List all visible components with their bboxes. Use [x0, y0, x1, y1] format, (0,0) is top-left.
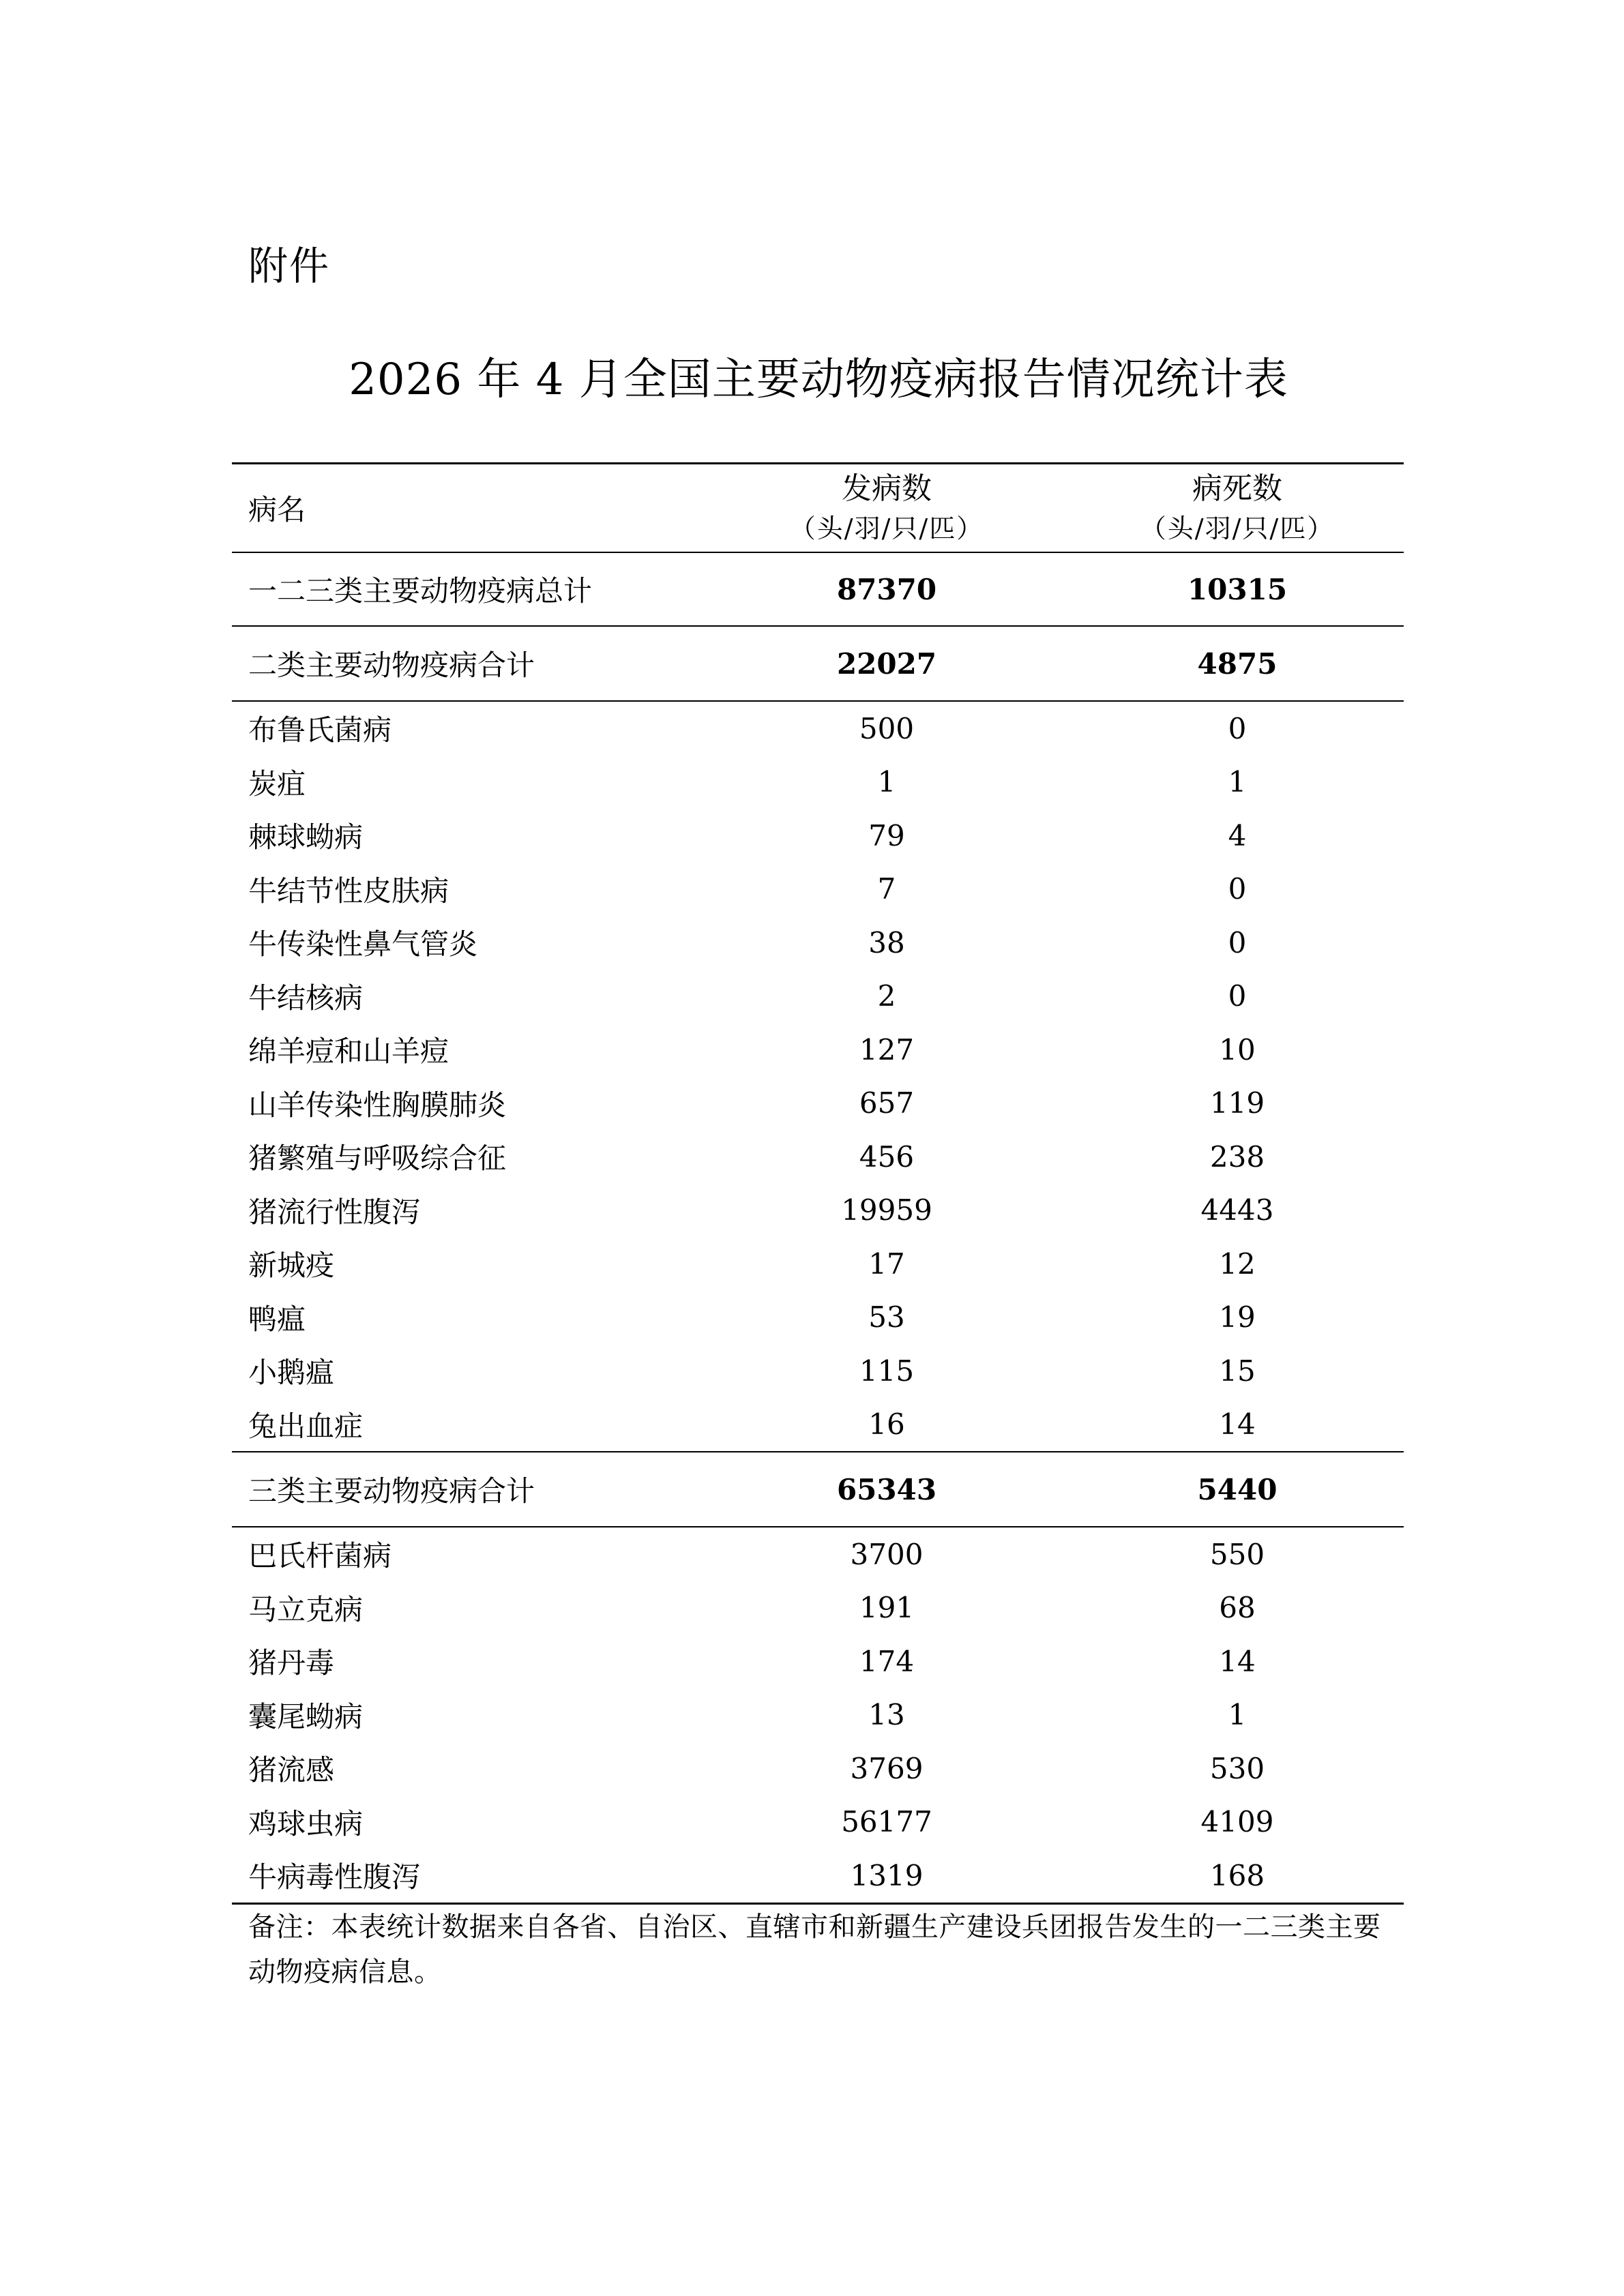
incidence-cell: 1 [877, 765, 896, 799]
incidence-cell: 53 [868, 1300, 905, 1335]
incidence-cell: 16 [703, 1398, 1071, 1452]
deaths-cell: 14 [1219, 1644, 1256, 1678]
header-incidence-label: 发病数 [842, 471, 932, 506]
disease-name-cell: 鸭瘟 [248, 1302, 306, 1336]
incidence-cell: 38 [868, 925, 905, 959]
incidence-cell: 191 [859, 1591, 915, 1625]
incidence-cell: 3769 [850, 1751, 924, 1785]
statistics-table [232, 462, 1404, 1905]
class2-subtotal-incidence: 22027 [703, 626, 1071, 701]
incidence-cell: 2 [877, 979, 896, 1013]
deaths-cell: 238 [1209, 1139, 1265, 1174]
header-disease-name: 病名 [232, 464, 703, 553]
class3-subtotal-incidence: 65343 [703, 1452, 1071, 1527]
table-row [232, 1237, 1404, 1291]
table-row [232, 1130, 1404, 1184]
header-incidence [703, 464, 1071, 553]
table-row [232, 1077, 1404, 1131]
table-row [232, 1849, 1404, 1903]
grand-total-deaths: 10315 [1071, 552, 1404, 626]
incidence-cell: 500 [859, 711, 915, 745]
disease-name-cell: 新城疫 [248, 1249, 335, 1283]
deaths-cell: 168 [1071, 1849, 1404, 1903]
table-row [232, 1635, 1404, 1688]
table-row [232, 1184, 1404, 1238]
deaths-cell: 4 [1228, 818, 1247, 852]
incidence-cell: 7 [877, 872, 896, 906]
disease-name-cell: 棘球蚴病 [248, 820, 364, 854]
deaths-cell: 4109 [1200, 1805, 1274, 1839]
grand-total-name: 一二三类主要动物疫病总计 [232, 552, 703, 626]
incidence-cell: 127 [859, 1032, 915, 1067]
class2-subtotal-name: 二类主要动物疫病合计 [232, 626, 703, 701]
disease-name-cell: 马立克病 [248, 1592, 364, 1626]
disease-name-cell: 牛病毒性腹泻 [232, 1849, 703, 1903]
table-row [232, 1581, 1404, 1635]
disease-name-cell: 猪流感 [248, 1753, 335, 1787]
header-deaths-label: 病死数 [1192, 471, 1282, 506]
table-row [232, 1688, 1404, 1742]
table-row [232, 1023, 1404, 1077]
attachment-label: 附件 [248, 243, 331, 289]
incidence-cell: 56177 [841, 1805, 932, 1839]
footnote: 备注：本表统计数据来自各省、自治区、直辖市和新疆生产建设兵团报告发生的一二三类主要动物疫病信息。 [248, 1911, 1381, 1988]
disease-name-cell: 山羊传染性胸膜肺炎 [248, 1088, 507, 1122]
table-row [232, 1344, 1404, 1398]
table-header-row [232, 464, 1404, 553]
incidence-cell: 456 [859, 1139, 915, 1174]
disease-name-cell: 囊尾蚴病 [248, 1699, 364, 1733]
deaths-cell: 0 [1228, 872, 1247, 906]
table-row [232, 1527, 1404, 1581]
deaths-cell: 14 [1071, 1398, 1404, 1452]
header-deaths [1071, 464, 1404, 553]
table-row [232, 970, 1404, 1024]
table-row [232, 1795, 1404, 1849]
class3-subtotal-deaths: 5440 [1071, 1452, 1404, 1527]
deaths-cell: 1 [1228, 765, 1247, 799]
incidence-cell: 1319 [703, 1849, 1071, 1903]
incidence-cell: 13 [868, 1698, 905, 1732]
deaths-cell: 550 [1209, 1537, 1265, 1571]
deaths-cell: 12 [1219, 1247, 1256, 1281]
deaths-cell: 0 [1228, 711, 1247, 745]
disease-name-cell: 炭疽 [248, 766, 306, 801]
disease-name-cell: 布鲁氏菌病 [248, 713, 392, 747]
incidence-cell: 174 [859, 1644, 915, 1678]
table-row [232, 916, 1404, 970]
incidence-cell: 19959 [841, 1193, 932, 1227]
grand-total-row [232, 552, 1404, 626]
deaths-cell: 1 [1228, 1698, 1247, 1732]
header-incidence-unit: （头/羽/只/匹） [789, 513, 984, 543]
disease-name-cell: 牛传染性鼻气管炎 [248, 927, 478, 961]
table-row [232, 863, 1404, 916]
deaths-cell: 68 [1219, 1591, 1256, 1625]
grand-total-incidence: 87370 [703, 552, 1071, 626]
deaths-cell: 530 [1209, 1751, 1265, 1785]
document-title: 2026 年 4 月全国主要动物疫病报告情况统计表 [349, 355, 1288, 405]
incidence-cell: 17 [868, 1247, 905, 1281]
incidence-cell: 3700 [850, 1537, 924, 1571]
deaths-cell: 4443 [1200, 1193, 1274, 1227]
deaths-cell: 10 [1219, 1032, 1256, 1067]
deaths-cell: 0 [1228, 925, 1247, 959]
table-row [232, 1742, 1404, 1795]
table-row [232, 701, 1404, 756]
table-row [232, 756, 1404, 809]
table-row [232, 1398, 1404, 1452]
incidence-cell: 657 [859, 1086, 915, 1120]
deaths-cell: 119 [1209, 1086, 1265, 1120]
statistics-table-container [232, 462, 1404, 1905]
disease-name-cell: 鸡球虫病 [248, 1806, 364, 1840]
disease-name-cell: 牛结核病 [248, 981, 364, 1015]
table-row [232, 809, 1404, 863]
disease-name-cell: 猪流行性腹泻 [248, 1195, 421, 1229]
disease-name-cell: 猪丹毒 [248, 1646, 335, 1680]
deaths-cell: 19 [1219, 1300, 1256, 1335]
header-deaths-unit: （头/羽/只/匹） [1140, 513, 1335, 543]
disease-name-cell: 兔出血症 [232, 1398, 703, 1452]
incidence-cell: 115 [859, 1354, 915, 1388]
deaths-cell: 15 [1219, 1354, 1256, 1388]
disease-name-cell: 巴氏杆菌病 [248, 1539, 392, 1573]
class3-subtotal-row [232, 1452, 1404, 1527]
table-row [232, 1291, 1404, 1345]
class3-subtotal-name: 三类主要动物疫病合计 [232, 1452, 703, 1527]
disease-name-cell: 猪繁殖与呼吸综合征 [248, 1142, 507, 1176]
incidence-cell: 79 [868, 818, 905, 852]
disease-name-cell: 牛结节性皮肤病 [248, 874, 449, 908]
deaths-cell: 0 [1228, 979, 1247, 1013]
class2-subtotal-row [232, 626, 1404, 701]
disease-name-cell: 小鹅瘟 [248, 1356, 335, 1390]
class2-subtotal-deaths: 4875 [1071, 626, 1404, 701]
disease-name-cell: 绵羊痘和山羊痘 [248, 1034, 449, 1069]
